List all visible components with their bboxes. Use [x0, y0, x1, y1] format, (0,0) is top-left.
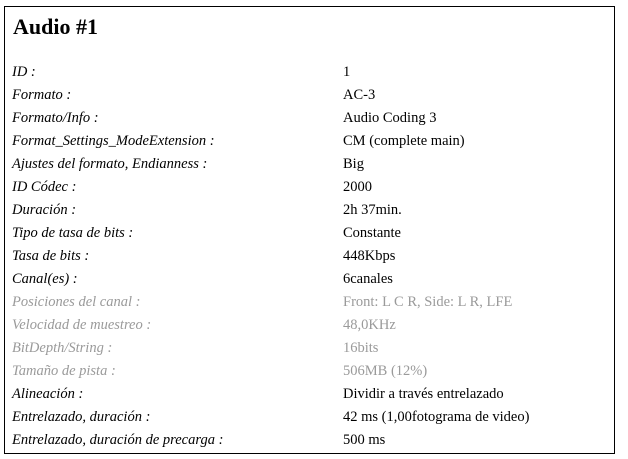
property-value: Constante — [343, 225, 401, 241]
property-value: 1 — [343, 64, 351, 80]
property-label: Tamaño de pista : — [12, 363, 116, 379]
property-label: Tipo de tasa de bits : — [12, 225, 134, 241]
property-list — [12, 61, 610, 452]
property-row-bit-depth — [12, 337, 610, 360]
property-value: 506MB (12%) — [343, 363, 428, 379]
property-row-endianness — [12, 153, 610, 176]
property-label: ID : — [12, 64, 36, 80]
property-label: Canal(es) : — [12, 271, 78, 287]
media-info-panel — [4, 6, 615, 454]
property-row-channel-positions — [12, 291, 610, 314]
property-label: Entrelazado, duración de precarga : — [12, 432, 224, 448]
property-row-sampling-rate — [12, 314, 610, 337]
property-label: Duración : — [12, 202, 77, 218]
property-value: Dividir a través entrelazado — [343, 386, 504, 402]
property-value: 2h 37min. — [343, 202, 402, 218]
property-value: 48,0KHz — [343, 317, 396, 333]
property-value: Big — [343, 156, 364, 172]
property-row-alignment — [12, 383, 610, 406]
property-value: Audio Coding 3 — [343, 110, 437, 126]
property-row-format-info — [12, 107, 610, 130]
property-row-codec-id — [12, 176, 610, 199]
property-label: Format_Settings_ModeExtension : — [12, 133, 215, 149]
section-title: Audio #1 — [13, 14, 98, 39]
property-label: Alineación : — [12, 386, 84, 402]
property-value: 448Kbps — [343, 248, 396, 264]
property-row-interleave-preload — [12, 429, 610, 452]
property-row-bitrate — [12, 245, 610, 268]
property-label: Entrelazado, duración : — [12, 409, 151, 425]
property-label: Ajustes del formato, Endianness : — [12, 156, 208, 172]
property-value: AC-3 — [343, 87, 376, 103]
property-value: 2000 — [343, 179, 372, 195]
property-row-channels — [12, 268, 610, 291]
property-row-mode-extension — [12, 130, 610, 153]
property-label: Formato/Info : — [12, 110, 99, 126]
property-row-id — [12, 61, 610, 84]
property-value: 16bits — [343, 340, 379, 356]
property-label: ID Códec : — [12, 179, 77, 195]
property-value: 500 ms — [343, 432, 386, 448]
property-value: 6canales — [343, 271, 393, 287]
property-label: Posiciones del canal : — [12, 294, 141, 310]
property-row-interleave-duration — [12, 406, 610, 429]
property-row-duration — [12, 199, 610, 222]
property-row-bitrate-mode — [12, 222, 610, 245]
property-label: Tasa de bits : — [12, 248, 90, 264]
property-value: CM (complete main) — [343, 133, 465, 149]
property-value: Front: L C R, Side: L R, LFE — [343, 294, 513, 310]
property-label: BitDepth/String : — [12, 340, 113, 356]
property-value: 42 ms (1,00fotograma de video) — [343, 409, 530, 425]
property-row-format — [12, 84, 610, 107]
property-label: Velocidad de muestreo : — [12, 317, 152, 333]
property-row-stream-size — [12, 360, 610, 383]
property-label: Formato : — [12, 87, 72, 103]
